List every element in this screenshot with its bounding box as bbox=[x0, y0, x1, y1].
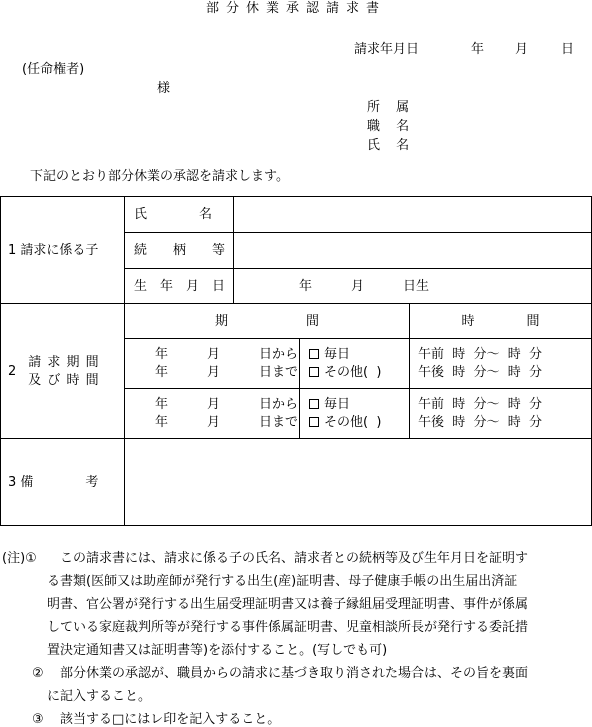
period-dates[interactable]: 年 月 日から 年 月 日まで bbox=[125, 389, 300, 439]
child-name-field[interactable] bbox=[234, 197, 592, 233]
checkbox-other[interactable] bbox=[309, 367, 319, 377]
note-3-number: ③ bbox=[32, 712, 44, 727]
period-header: 期 間 bbox=[125, 304, 410, 339]
request-date-day: 日 bbox=[561, 42, 575, 57]
time-header: 時 間 bbox=[410, 304, 592, 339]
appointer-label: (任命権者) bbox=[22, 62, 85, 77]
note-1-line-2: る書類(医師又は助産師が発行する出生(産)証明書、母子健康手帳の出生届出済証 bbox=[47, 574, 518, 589]
request-date-month: 月 bbox=[515, 42, 529, 57]
child-birth-field[interactable]: 年 月 日生 bbox=[234, 269, 592, 304]
note-2-number: ② bbox=[32, 666, 44, 681]
section-period-label: 2 請 求 期 間 及 び 時 間 bbox=[1, 304, 125, 439]
period-options[interactable]: 毎日 その他( ) bbox=[300, 339, 410, 389]
page-title: 部分休業承認請求書 bbox=[205, 1, 386, 16]
period-times[interactable]: 午前 時 分～ 時 分 午後 時 分～ 時 分 bbox=[410, 339, 592, 389]
note-2-line-2: に記入すること。 bbox=[47, 689, 152, 704]
note-1-line-3: 明書、官公署が発行する出生届受理証明書又は養子縁組届受理証明書、事件が係属 bbox=[47, 597, 529, 612]
section-remarks-label: 3 備 考 bbox=[1, 439, 125, 526]
intro-text: 下記のとおり部分休業の承認を請求します。 bbox=[30, 169, 289, 184]
remarks-field[interactable] bbox=[125, 439, 592, 526]
section-child-label: 1 請求に係る子 bbox=[1, 197, 125, 304]
child-birth-label: 生 年 月 日 bbox=[125, 269, 234, 304]
request-date-label: 請求年月日 bbox=[354, 42, 420, 57]
child-relation-label: 続 柄 等 bbox=[125, 233, 234, 269]
child-relation-field[interactable] bbox=[234, 233, 592, 269]
child-name-label: 氏 名 bbox=[125, 197, 234, 233]
checkbox-every-day[interactable] bbox=[309, 399, 319, 409]
position-label: 職 名 bbox=[367, 119, 416, 134]
request-form-table bbox=[0, 196, 592, 526]
note-2-line-1: 部分休業の承認が、職員からの請求に基づき取り消された場合は、その旨を裏面 bbox=[60, 666, 529, 681]
honorific: 様 bbox=[157, 81, 171, 96]
checkbox-every-day[interactable] bbox=[309, 349, 319, 359]
checkbox-other[interactable] bbox=[309, 417, 319, 427]
note-3-line-1: 該当する□にはレ印を記入すること。 bbox=[60, 712, 281, 727]
note-1-line-5: 置決定通知書又は証明書等)を添付すること。(写しでも可) bbox=[47, 643, 388, 658]
note-1-line-4: している家庭裁判所等が発行する事件係属証明書、児童相談所長が発行する委託措 bbox=[47, 620, 529, 635]
period-times[interactable]: 午前 時 分～ 時 分 午後 時 分～ 時 分 bbox=[410, 389, 592, 439]
note-prefix: (注)① bbox=[2, 551, 37, 566]
note-1-line-1: この請求書には、請求に係る子の氏名、請求者との続柄等及び生年月日を証明す bbox=[60, 551, 529, 566]
affiliation-label: 所 属 bbox=[367, 100, 416, 115]
period-dates[interactable]: 年 月 日から 年 月 日まで bbox=[125, 339, 300, 389]
period-options[interactable]: 毎日 その他( ) bbox=[300, 389, 410, 439]
request-date-year: 年 bbox=[471, 42, 485, 57]
name-label: 氏 名 bbox=[367, 138, 416, 153]
